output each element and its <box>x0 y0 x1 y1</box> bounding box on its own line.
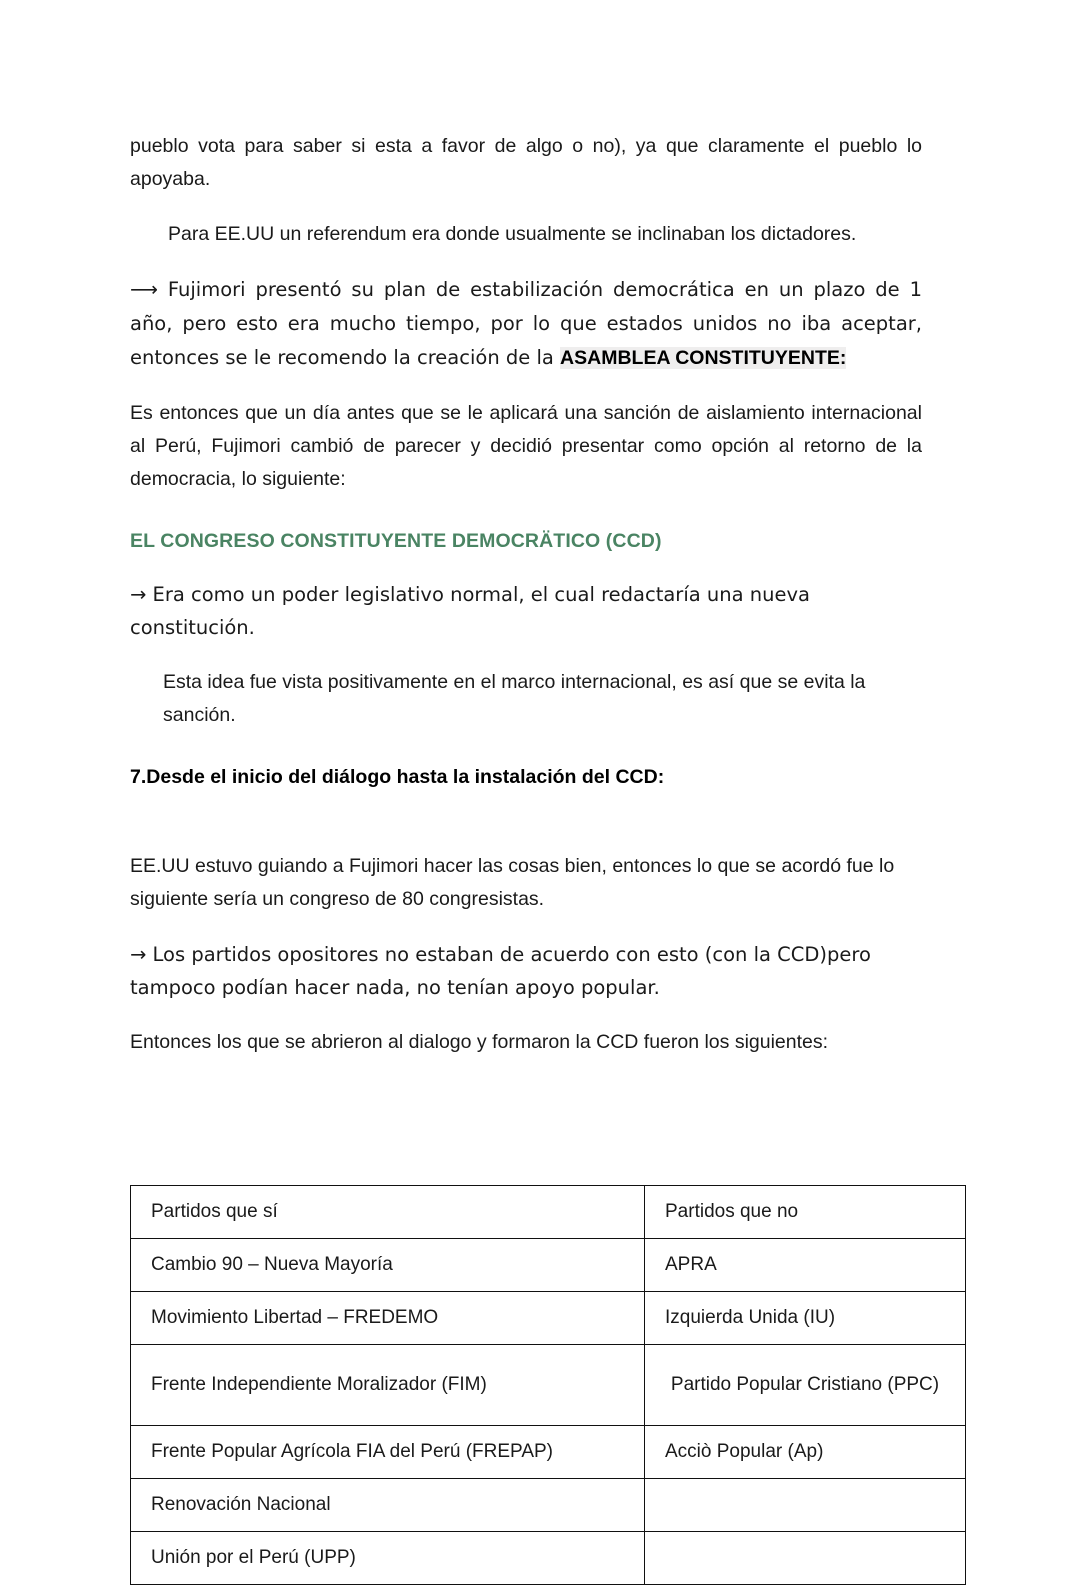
spacer <box>130 916 922 938</box>
table-cell-no <box>645 1532 966 1585</box>
table-cell-yes: Cambio 90 – Nueva Mayoría <box>131 1239 645 1292</box>
paragraph-fujimori-plan-text: ⟶ Fujimori presentó su plan de estabilización democrática en un plazo de 1 año, pero esto era mucho tiempo, por lo que estados unidos no iba aceptar, entonces se le recomendo la creación de la <box>130 278 922 369</box>
heading-congreso-constituyente-democratico: EL CONGRESO CONSTITUYENTE DEMOCRÄTICO (CCD) <box>130 530 662 552</box>
table-row <box>131 1479 966 1532</box>
table-cell-no: Partido Popular Cristiano (PPC) <box>645 1345 966 1426</box>
parties-table <box>130 1185 966 1585</box>
table-cell-yes: Unión por el Perú (UPP) <box>131 1532 645 1585</box>
table-cell-no: Acciò Popular (Ap) <box>645 1426 966 1479</box>
spacer <box>130 1059 922 1185</box>
highlight-asamblea-constituyente: ASAMBLEA CONSTITUYENTE: <box>560 347 847 369</box>
paragraph-abrieron-dialogo: Entonces los que se abrieron al dialogo y formaron la CCD fueron los siguientes: <box>130 1031 829 1053</box>
table-header-row <box>131 1186 966 1239</box>
paragraph-pueblo-vota: pueblo vota para saber si esta a favor de algo o no), ya que claramente el pueblo lo apoyaba. <box>130 135 922 190</box>
paragraph-sancion-aislamiento: Es entonces que un día antes que se le aplicará una sanción de aislamiento internacional al Perú, Fujimori cambió de parecer y decidió presentar como opción al retorno de la democracia, lo siguiente: <box>130 402 922 490</box>
table-row <box>131 1532 966 1585</box>
table-header-partidos-no: Partidos que no <box>645 1186 966 1239</box>
paragraph-partidos-opositores: → Los partidos opositores no estaban de acuerdo con esto (con la CCD)pero tampoco podían hacer nada, no tenían apoyo popular. <box>130 943 871 999</box>
table-cell-yes: Movimiento Libertad – FREDEMO <box>131 1292 645 1345</box>
spacer <box>130 196 922 218</box>
table-row <box>131 1292 966 1345</box>
table-cell-yes: Renovación Nacional <box>131 1479 645 1532</box>
spacer <box>130 644 922 666</box>
spacer <box>130 792 922 850</box>
table-cell-no: Izquierda Unida (IU) <box>645 1292 966 1345</box>
paragraph-poder-legislativo: → Era como un poder legislativo normal, el cual redactaría una nueva constitución. <box>130 583 810 639</box>
table-header-partidos-si: Partidos que sí <box>131 1186 645 1239</box>
paragraph-marco-internacional: Esta idea fue vista positivamente en el marco internacional, es así que se evita la sanción. <box>163 671 866 726</box>
heading-seccion-7: 7.Desde el inicio del diálogo hasta la instalación del CCD: <box>130 766 665 788</box>
spacer <box>130 251 922 273</box>
table-row <box>131 1426 966 1479</box>
paragraph-fujimori-plan <box>130 273 922 375</box>
spacer <box>130 375 922 397</box>
table-row <box>131 1345 966 1426</box>
paragraph-para-eeuu: Para EE.UU un referendum era donde usualmente se inclinaban los dictadores. <box>168 223 857 245</box>
spacer <box>130 1004 922 1026</box>
table-cell-no: APRA <box>645 1239 966 1292</box>
spacer <box>130 496 922 526</box>
document-body <box>130 130 940 1585</box>
table-cell-yes: Frente Independiente Moralizador (FIM) <box>131 1345 645 1426</box>
table-row <box>131 1239 966 1292</box>
paragraph-eeuu-guiando: EE.UU estuvo guiando a Fujimori hacer las cosas bien, entonces lo que se acordó fue lo siguiente sería un congreso de 80 congresistas. <box>130 855 895 910</box>
table-cell-no <box>645 1479 966 1532</box>
table-cell-yes: Frente Popular Agrícola FIA del Perú (FREPAP) <box>131 1426 645 1479</box>
spacer <box>130 556 922 578</box>
spacer <box>130 732 922 762</box>
